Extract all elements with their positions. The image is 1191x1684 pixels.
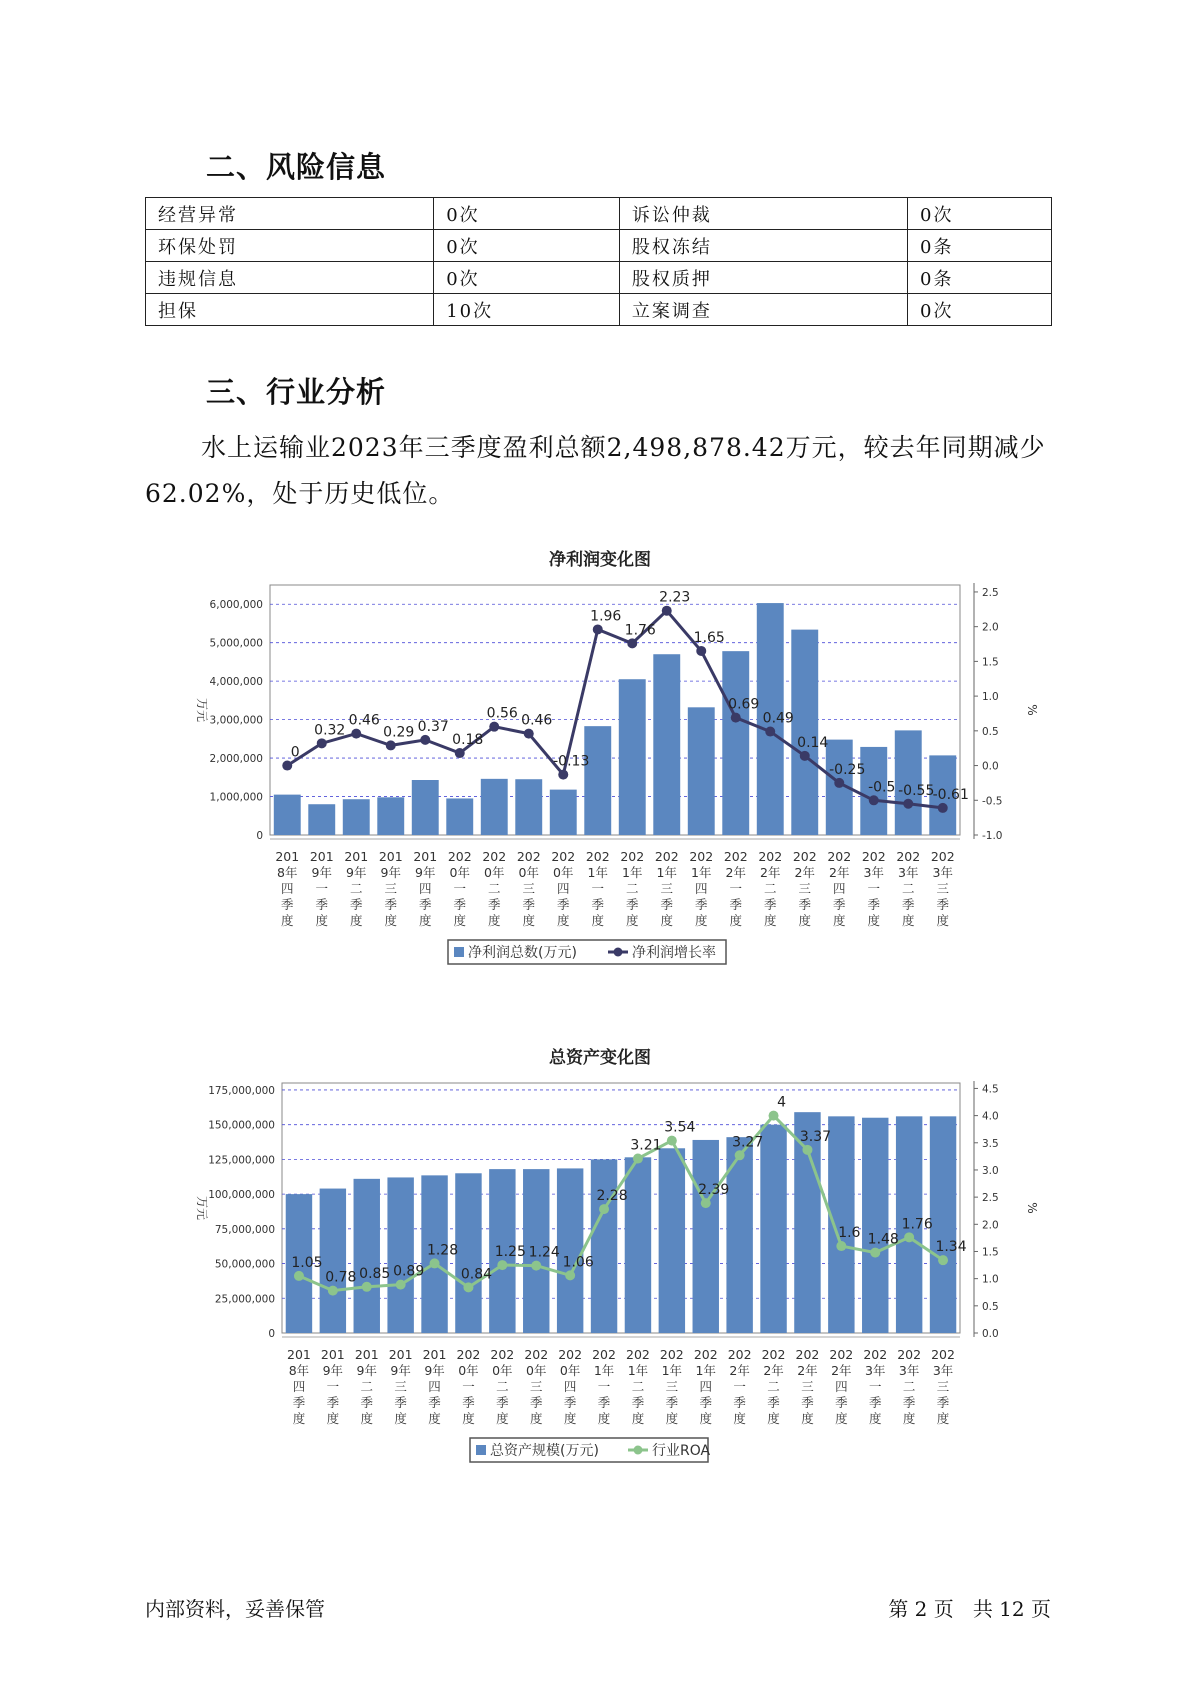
risk-item-label: 立案调查 xyxy=(619,294,907,326)
y-axis-title: 万元 xyxy=(195,1195,209,1221)
total-assets-chart-svg xyxy=(180,1043,1040,1498)
risk-item-label: 股权冻结 xyxy=(619,230,907,262)
x-tick-label: 202 1年一季度 xyxy=(592,1347,616,1426)
y-right-tick-label: -1.0 xyxy=(982,830,1003,842)
risk-item-value: 0次 xyxy=(908,198,1052,230)
data-label: 3.37 xyxy=(799,1128,832,1145)
section-3-heading: 三、行业分析 xyxy=(206,375,387,409)
x-tick-label: 201 8年四季度 xyxy=(287,1347,311,1426)
y-right-tick-label: 0.5 xyxy=(982,1300,999,1313)
y-tick-label: 50,000,000 xyxy=(214,1258,275,1271)
y-right-tick-label: -0.5 xyxy=(982,795,1003,808)
bar xyxy=(619,679,646,835)
x-tick-label: 202 3年二季度 xyxy=(896,849,921,928)
y-right-tick-label: 3.0 xyxy=(982,1164,999,1177)
bar xyxy=(625,1157,651,1333)
data-label: 1.05 xyxy=(291,1254,323,1271)
y-right-tick-label: 2.0 xyxy=(982,621,999,634)
line-point xyxy=(633,1154,643,1164)
risk-table-row xyxy=(146,262,1052,294)
net-profit-chart-svg xyxy=(180,545,1040,1000)
legend-line-label: 行业ROA xyxy=(652,1443,711,1459)
industry-summary-paragraph: 水上运输业2023年三季度盈利总额2,498,878.42万元，较去年同期减少62.02%，处于历史低位。 xyxy=(145,433,1046,508)
line-point xyxy=(765,727,775,737)
line-point xyxy=(430,1258,440,1268)
bar xyxy=(659,1148,685,1333)
y-right-tick-label: 4.0 xyxy=(982,1110,999,1123)
legend-bar-swatch xyxy=(476,1445,486,1455)
bar xyxy=(354,1179,380,1333)
x-tick-label: 201 9年四季度 xyxy=(422,1347,447,1426)
risk-item-value: 0次 xyxy=(434,230,620,262)
data-label: 1.24 xyxy=(528,1244,560,1261)
data-label: -0.5 xyxy=(868,779,896,796)
data-label: 1.48 xyxy=(867,1231,899,1248)
bar xyxy=(274,795,301,835)
risk-table-row xyxy=(146,230,1052,262)
x-tick-label: 202 2年四季度 xyxy=(829,1347,854,1426)
net-profit-chart xyxy=(180,545,1040,1004)
x-tick-label: 202 0年三季度 xyxy=(524,1347,549,1426)
y-tick-label: 1,000,000 xyxy=(209,791,263,804)
y-tick-label: 150,000,000 xyxy=(208,1119,275,1132)
risk-item-label: 经营异常 xyxy=(146,198,434,230)
data-label: 2.39 xyxy=(698,1182,730,1199)
line-point xyxy=(731,713,741,723)
data-label: 4 xyxy=(777,1094,787,1111)
bar xyxy=(791,630,818,835)
bar xyxy=(760,1125,786,1333)
line-point xyxy=(627,638,637,648)
data-label: 1.28 xyxy=(426,1242,459,1259)
y-right-tick-label: 2.0 xyxy=(982,1219,999,1232)
x-tick-label: 201 9年三季度 xyxy=(378,849,403,928)
x-tick-label: 201 9年一季度 xyxy=(320,1347,345,1426)
legend-bar-swatch xyxy=(454,947,464,957)
data-label: 3.27 xyxy=(732,1134,764,1151)
x-tick-label: 202 1年二季度 xyxy=(626,1347,650,1426)
line-point xyxy=(524,729,534,739)
y-tick-label: 3,000,000 xyxy=(209,714,263,727)
y-right-axis-title: % xyxy=(1025,1202,1039,1214)
data-label: -0.55 xyxy=(898,782,935,799)
line-point xyxy=(769,1111,779,1121)
chart-title: 总资产变化图 xyxy=(549,1048,651,1068)
x-tick-label: 202 0年二季度 xyxy=(482,849,507,928)
data-label: 0.46 xyxy=(521,712,553,729)
legend-line-marker xyxy=(614,948,623,957)
risk-item-label: 担保 xyxy=(146,294,434,326)
line-point xyxy=(800,751,810,761)
line-point xyxy=(351,729,361,739)
bar xyxy=(387,1177,413,1333)
x-tick-label: 202 0年四季度 xyxy=(558,1347,583,1426)
total-assets-chart xyxy=(180,1043,1040,1502)
y-right-tick-label: 3.5 xyxy=(982,1137,999,1150)
bar xyxy=(584,726,611,835)
risk-item-value: 0条 xyxy=(908,230,1052,262)
x-tick-label: 202 2年一季度 xyxy=(723,849,748,928)
y-tick-label: 75,000,000 xyxy=(214,1223,275,1236)
line-point xyxy=(701,1198,711,1208)
risk-item-value: 10次 xyxy=(434,294,620,326)
data-label: 1.06 xyxy=(562,1254,594,1271)
data-label: 0.89 xyxy=(393,1263,425,1280)
risk-item-value: 0条 xyxy=(908,262,1052,294)
data-label: 1.96 xyxy=(590,608,622,625)
x-tick-label: 202 2年三季度 xyxy=(792,849,817,928)
bar xyxy=(693,1140,719,1333)
line-point xyxy=(396,1280,406,1290)
y-tick-label: 125,000,000 xyxy=(208,1154,275,1167)
line-point xyxy=(463,1282,473,1292)
y-right-tick-label: 1.5 xyxy=(982,656,999,669)
bar xyxy=(320,1189,346,1333)
data-label: 0.29 xyxy=(383,724,415,741)
line-point xyxy=(593,624,603,634)
data-label: 2.28 xyxy=(596,1188,628,1205)
bar xyxy=(862,1118,888,1333)
line-point xyxy=(938,1255,948,1265)
section-2-heading: 二、风险信息 xyxy=(206,150,387,184)
line-point xyxy=(938,803,948,813)
risk-item-label: 违规信息 xyxy=(146,262,434,294)
line-point xyxy=(328,1286,338,1296)
x-tick-label: 202 1年二季度 xyxy=(620,849,645,928)
line-point xyxy=(497,1260,507,1270)
data-label: 3.21 xyxy=(630,1137,662,1154)
x-tick-label: 202 2年二季度 xyxy=(761,1347,786,1426)
data-label: 0.85 xyxy=(359,1265,391,1282)
data-label: 1.25 xyxy=(494,1244,526,1261)
y-right-tick-label: 2.5 xyxy=(982,1192,999,1205)
x-tick-label: 202 0年四季度 xyxy=(551,849,576,928)
risk-item-label: 环保处罚 xyxy=(146,230,434,262)
y-tick-label: 0 xyxy=(256,830,263,842)
bar xyxy=(591,1159,617,1333)
chart-title: 净利润变化图 xyxy=(549,550,651,570)
risk-table-row xyxy=(146,198,1052,230)
data-label: 1.76 xyxy=(901,1216,933,1233)
bar xyxy=(722,651,749,835)
data-label: 0 xyxy=(290,744,300,761)
line-point xyxy=(558,770,568,780)
footer-page-number: 第 2 页 共 12 页 xyxy=(888,1597,1051,1621)
line-point xyxy=(362,1282,372,1292)
x-tick-label: 202 2年一季度 xyxy=(727,1347,752,1426)
y-right-tick-label: 0.0 xyxy=(982,760,999,773)
bar xyxy=(688,707,715,835)
x-tick-label: 202 2年二季度 xyxy=(758,849,783,928)
data-label: -0.25 xyxy=(829,761,866,778)
data-label: -0.61 xyxy=(932,786,969,803)
x-tick-label: 202 1年四季度 xyxy=(689,849,714,928)
line-point xyxy=(903,799,913,809)
risk-item-label: 诉讼仲裁 xyxy=(619,198,907,230)
line-point xyxy=(282,761,292,771)
data-label: 0.46 xyxy=(348,712,380,729)
bar xyxy=(308,804,335,835)
bar xyxy=(515,779,542,835)
bar xyxy=(446,798,473,835)
x-tick-label: 202 0年一季度 xyxy=(456,1347,481,1426)
data-label: 0.37 xyxy=(417,718,449,735)
bar xyxy=(455,1173,481,1333)
data-label: 0.14 xyxy=(797,734,829,751)
legend-line-marker xyxy=(634,1446,643,1455)
bar xyxy=(557,1168,583,1333)
legend-line-label: 净利润增长率 xyxy=(632,945,716,961)
line-point xyxy=(489,722,499,732)
line-point xyxy=(904,1232,914,1242)
x-tick-label: 201 9年二季度 xyxy=(344,849,369,928)
line-point xyxy=(386,740,396,750)
line-point xyxy=(869,795,879,805)
data-label: 0.84 xyxy=(460,1266,493,1283)
x-tick-label: 202 3年三季度 xyxy=(930,849,955,928)
line-point xyxy=(531,1261,541,1271)
bar xyxy=(412,780,439,835)
x-tick-label: 202 0年一季度 xyxy=(447,849,472,928)
x-tick-label: 202 1年一季度 xyxy=(585,849,610,928)
x-tick-label: 201 9年三季度 xyxy=(388,1347,413,1426)
line-point xyxy=(455,748,465,758)
line-point xyxy=(420,735,430,745)
y-tick-label: 4,000,000 xyxy=(209,676,263,689)
line-point xyxy=(834,778,844,788)
risk-item-value: 0次 xyxy=(434,198,620,230)
data-label: 0.49 xyxy=(762,710,794,727)
y-axis-title: 万元 xyxy=(195,697,209,723)
data-label: 0.78 xyxy=(325,1269,357,1286)
plot-frame xyxy=(282,1083,960,1333)
x-tick-label: 202 0年三季度 xyxy=(516,849,541,928)
line-point xyxy=(870,1248,880,1258)
data-label: 0.18 xyxy=(452,732,484,749)
y-right-tick-label: 4.5 xyxy=(982,1083,999,1096)
x-tick-label: 201 8年四季度 xyxy=(275,849,300,928)
data-label: 3.54 xyxy=(664,1119,696,1136)
y-right-tick-label: 1.5 xyxy=(982,1246,999,1259)
y-tick-label: 25,000,000 xyxy=(214,1293,275,1306)
x-tick-label: 202 1年三季度 xyxy=(654,849,679,928)
line-point xyxy=(294,1271,304,1281)
bar xyxy=(481,779,508,835)
bar xyxy=(653,654,680,835)
data-label: 0.69 xyxy=(728,696,760,713)
line-point xyxy=(317,738,327,748)
legend-bar-label: 总资产规模(万元) xyxy=(490,1443,599,1459)
x-tick-label: 201 9年四季度 xyxy=(413,849,438,928)
y-tick-label: 2,000,000 xyxy=(209,753,263,766)
data-label: 1.6 xyxy=(838,1225,861,1242)
data-label: 0.32 xyxy=(314,722,346,739)
line-point xyxy=(667,1136,677,1146)
bar xyxy=(550,790,577,835)
line-point xyxy=(802,1145,812,1155)
x-tick-label: 202 3年一季度 xyxy=(861,849,886,928)
data-label: 1.76 xyxy=(624,622,656,639)
line-point xyxy=(696,646,706,656)
x-tick-label: 202 3年三季度 xyxy=(931,1347,955,1426)
x-tick-label: 202 0年二季度 xyxy=(490,1347,515,1426)
legend-bar-label: 净利润总数(万元) xyxy=(468,945,577,961)
line-point xyxy=(662,606,672,616)
line-point xyxy=(836,1241,846,1251)
x-tick-label: 202 3年一季度 xyxy=(863,1347,888,1426)
x-tick-label: 202 2年四季度 xyxy=(827,849,852,928)
bar xyxy=(377,797,404,835)
data-label: 0.56 xyxy=(486,705,518,722)
risk-item-value: 0次 xyxy=(908,294,1052,326)
x-tick-label: 202 1年三季度 xyxy=(659,1347,684,1426)
data-label: 2.23 xyxy=(659,589,691,606)
risk-item-value: 0次 xyxy=(434,262,620,294)
y-right-tick-label: 0.0 xyxy=(982,1328,999,1340)
y-right-tick-label: 1.0 xyxy=(982,1273,999,1286)
footer-left: 内部资料，妥善保管 xyxy=(145,1597,325,1621)
y-right-tick-label: 0.5 xyxy=(982,725,999,738)
data-label: 1.34 xyxy=(935,1239,967,1256)
data-label: -0.13 xyxy=(553,753,590,770)
y-right-axis-title: % xyxy=(1025,704,1039,716)
y-tick-label: 0 xyxy=(268,1328,275,1340)
x-tick-label: 202 1年四季度 xyxy=(693,1347,718,1426)
risk-item-label: 股权质押 xyxy=(619,262,907,294)
y-tick-label: 100,000,000 xyxy=(208,1189,275,1202)
y-tick-label: 6,000,000 xyxy=(209,599,263,612)
bar xyxy=(343,799,370,835)
x-tick-label: 201 9年一季度 xyxy=(309,849,334,928)
risk-info-table xyxy=(145,197,1052,326)
x-tick-label: 201 9年二季度 xyxy=(354,1347,379,1426)
y-right-tick-label: 2.5 xyxy=(982,586,999,599)
x-tick-label: 202 2年三季度 xyxy=(795,1347,820,1426)
line-point xyxy=(735,1150,745,1160)
risk-table-row xyxy=(146,294,1052,326)
bar xyxy=(930,1116,956,1333)
line-point xyxy=(599,1204,609,1214)
data-label: 1.65 xyxy=(693,629,725,646)
line-point xyxy=(565,1270,575,1280)
x-tick-label: 202 3年二季度 xyxy=(897,1347,922,1426)
y-tick-label: 175,000,000 xyxy=(208,1084,275,1097)
y-right-tick-label: 1.0 xyxy=(982,691,999,704)
y-tick-label: 5,000,000 xyxy=(209,637,263,650)
